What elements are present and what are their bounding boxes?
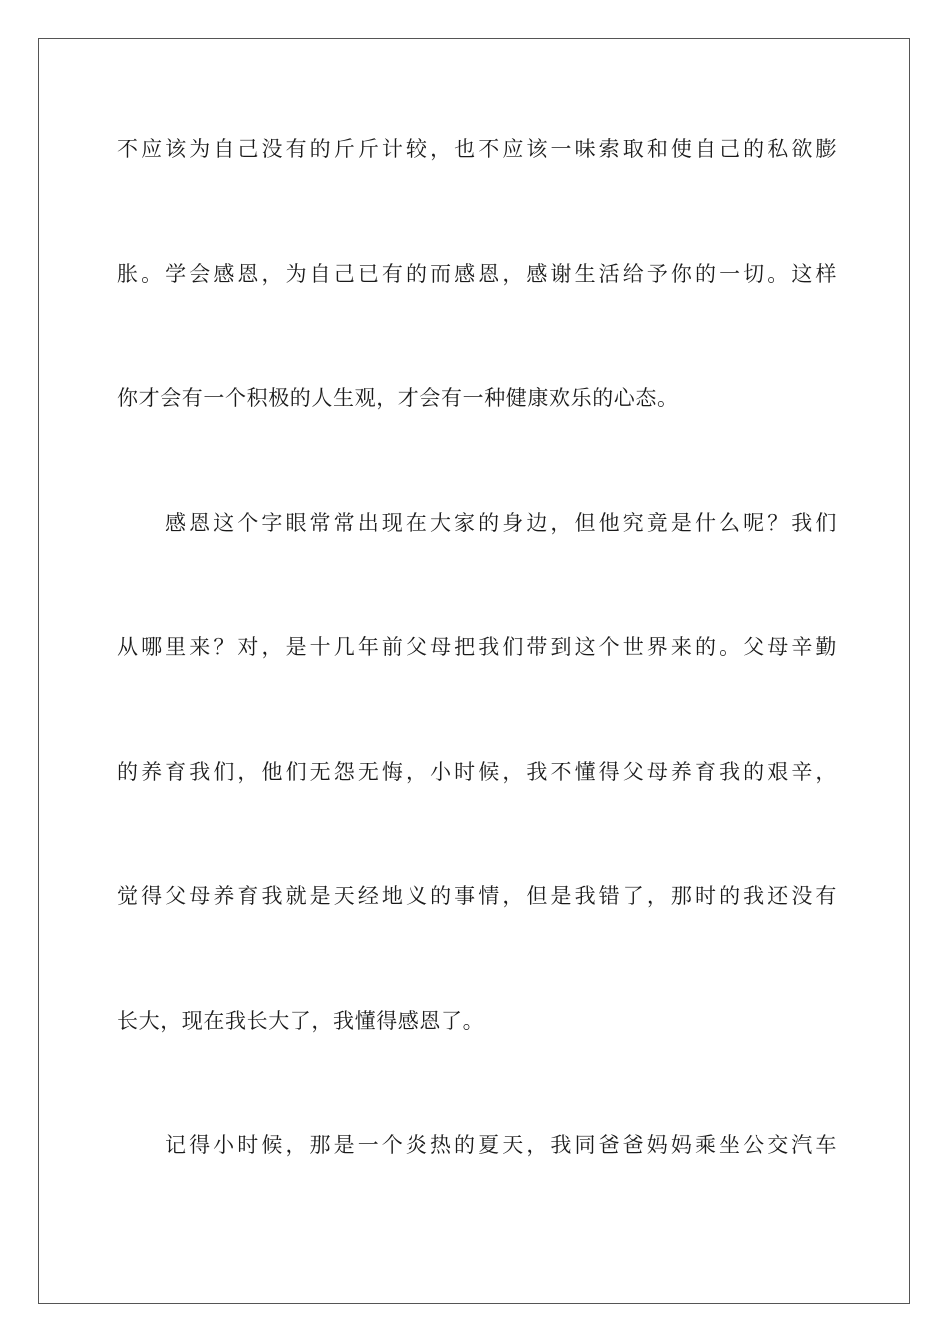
text-line-6: 的养育我们，他们无怨无悔，小时候，我不懂得父母养育我的艰辛， [117,760,837,784]
text-line-7: 觉得父母养育我就是天经地义的事情，但是我错了，那时的我还没有 [117,884,837,908]
text-line-8: 长大，现在我长大了，我懂得感恩了。 [117,1009,485,1033]
text-line-4: 感恩这个字眼常常出现在大家的身边，但他究竟是什么呢？我们 [165,511,837,535]
text-line-9: 记得小时候，那是一个炎热的夏天，我同爸爸妈妈乘坐公交汽车 [165,1133,837,1157]
page-frame [38,38,910,1304]
text-line-2: 胀。学会感恩，为自己已有的而感恩，感谢生活给予你的一切。这样 [117,262,837,286]
text-line-5: 从哪里来？对，是十几年前父母把我们带到这个世界来的。父母辛勤 [117,635,837,659]
text-line-3: 你才会有一个积极的人生观，才会有一种健康欢乐的心态。 [117,386,679,410]
text-line-1: 不应该为自己没有的斤斤计较，也不应该一味索取和使自己的私欲膨 [117,137,837,161]
